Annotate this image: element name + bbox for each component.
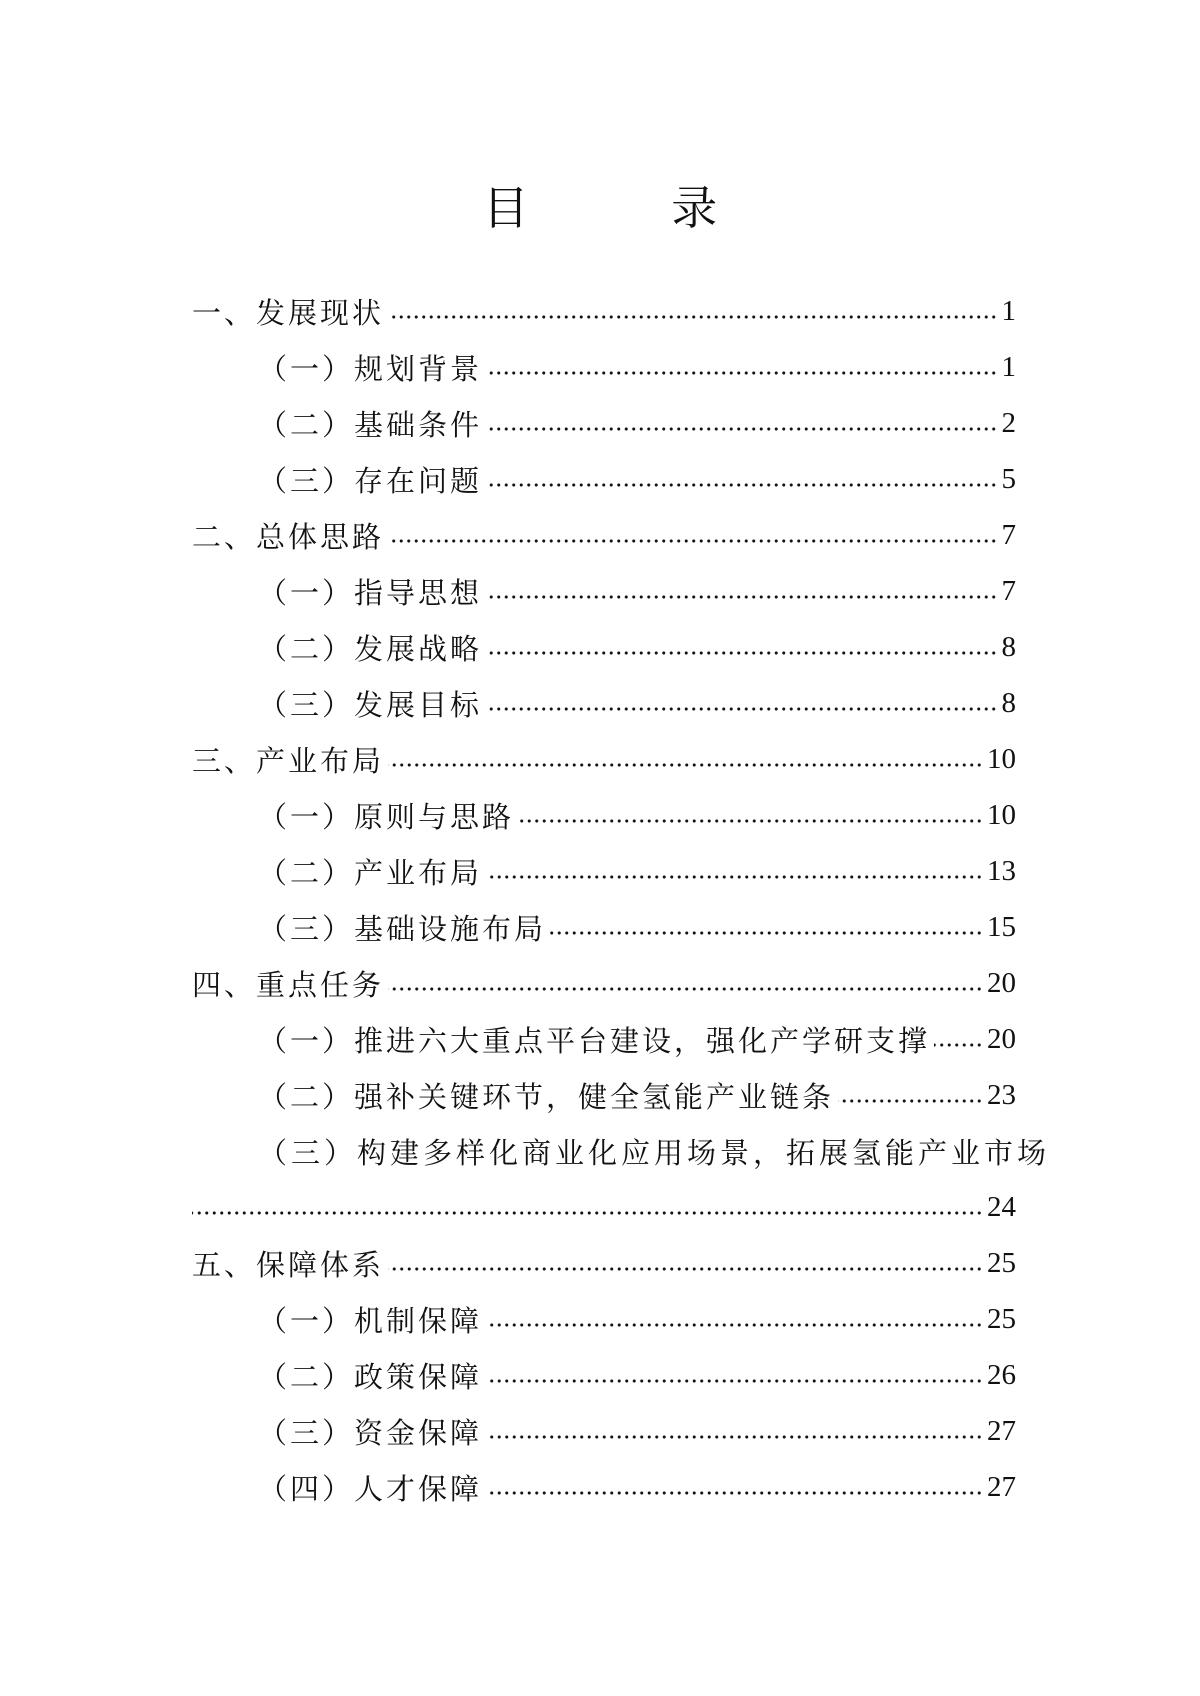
toc-page-number: 15: [987, 910, 1016, 943]
toc-entry-label: （二）强补关键环节，健全氢能产业链条: [258, 1079, 835, 1114]
dot-leader: [388, 314, 997, 320]
toc-entry-label: （三）构建多样化商业化应用场景，拓展氢能产业市场: [258, 1135, 1051, 1170]
dot-leader: [934, 1042, 983, 1048]
dot-leader: [486, 650, 997, 656]
toc-page-number: 25: [987, 1246, 1016, 1279]
toc-entry-label: 五、保障体系: [192, 1247, 385, 1282]
toc-entry-subsection[interactable]: [192, 1067, 1016, 1123]
toc-entry-subsection-continued[interactable]: [192, 1179, 1016, 1235]
toc-entry-label: （二）基础条件: [258, 407, 483, 442]
toc-entry-subsection[interactable]: [192, 1459, 1016, 1515]
dot-leader: [388, 762, 983, 768]
toc-entry-label: （四）人才保障: [258, 1471, 483, 1506]
toc-entry-label: （三）基础设施布局: [258, 911, 547, 946]
toc-page-number: 24: [987, 1190, 1016, 1223]
toc-page-number: 5: [1001, 462, 1016, 495]
toc-entry-subsection[interactable]: [192, 1123, 1051, 1179]
toc-page-number: 7: [1001, 574, 1016, 607]
toc-entry-label: （一）机制保障: [258, 1303, 483, 1338]
dot-leader: [486, 1490, 983, 1496]
dot-leader: [486, 482, 997, 488]
toc-page-number: 23: [987, 1078, 1016, 1111]
toc-entry-label: 一、发展现状: [192, 295, 385, 330]
dot-leader: [486, 1378, 983, 1384]
toc-page-number: 26: [987, 1358, 1016, 1391]
toc-entry-section-2[interactable]: [192, 507, 1016, 563]
toc-page-number: 2: [1001, 406, 1016, 439]
toc-entry-label: 三、产业布局: [192, 743, 385, 778]
toc-entry-label: （一）推进六大重点平台建设，强化产学研支撑: [258, 1023, 931, 1058]
dot-leader: [486, 1322, 983, 1328]
toc-entry-label: （二）政策保障: [258, 1359, 483, 1394]
toc-entry-section-5[interactable]: [192, 1235, 1016, 1291]
toc-page-number: 20: [987, 966, 1016, 999]
dot-leader: [486, 1434, 983, 1440]
toc-entry-label: （一）规划背景: [258, 351, 483, 386]
toc-entry-label: （三）发展目标: [258, 687, 483, 722]
toc-entry-section-1[interactable]: [192, 283, 1016, 339]
toc-entry-label: （三）资金保障: [258, 1415, 483, 1450]
dot-leader: [486, 874, 983, 880]
toc-page-number: 10: [987, 742, 1016, 775]
toc-page-number: 20: [987, 1022, 1016, 1055]
dot-leader: [550, 930, 983, 936]
dot-leader: [192, 1210, 983, 1216]
toc-entry-subsection[interactable]: [192, 899, 1016, 955]
dot-leader: [486, 370, 997, 376]
toc-entry-subsection[interactable]: [192, 1291, 1016, 1347]
toc-entry-subsection[interactable]: [192, 1347, 1016, 1403]
toc-page-number: 10: [987, 798, 1016, 831]
dot-leader: [388, 1266, 983, 1272]
toc-entry-subsection[interactable]: [192, 451, 1016, 507]
dot-leader: [388, 538, 997, 544]
toc-entry-subsection[interactable]: [192, 1011, 1016, 1067]
toc-entry-subsection[interactable]: [192, 563, 1016, 619]
toc-page-number: 1: [1001, 294, 1016, 327]
toc-entry-label: （二）产业布局: [258, 855, 483, 890]
dot-leader: [486, 426, 997, 432]
dot-leader: [486, 706, 997, 712]
toc-entry-label: （二）发展战略: [258, 631, 483, 666]
toc-page-number: 8: [1001, 686, 1016, 719]
page-title: 目 录: [482, 181, 782, 235]
toc-page-number: 1: [1001, 350, 1016, 383]
toc-page-number: 25: [987, 1302, 1016, 1335]
toc-entry-section-4[interactable]: [192, 955, 1016, 1011]
toc-entry-subsection[interactable]: [192, 395, 1016, 451]
dot-leader: [838, 1098, 983, 1104]
toc-page-number: 8: [1001, 630, 1016, 663]
toc-entry-subsection[interactable]: [192, 843, 1016, 899]
toc-page-number: 13: [987, 854, 1016, 887]
toc-entry-subsection[interactable]: [192, 619, 1016, 675]
toc-page-number: 27: [987, 1414, 1016, 1447]
toc-entry-subsection[interactable]: [192, 339, 1016, 395]
table-of-contents: [192, 283, 1051, 1515]
dot-leader: [486, 594, 997, 600]
dot-leader: [388, 986, 983, 992]
toc-entry-subsection[interactable]: [192, 675, 1016, 731]
toc-page-number: 7: [1001, 518, 1016, 551]
toc-entry-label: 四、重点任务: [192, 967, 385, 1002]
toc-page-number: 27: [987, 1470, 1016, 1503]
toc-entry-label: （一）指导思想: [258, 575, 483, 610]
dot-leader: [518, 818, 983, 824]
toc-entry-subsection[interactable]: [192, 1403, 1016, 1459]
toc-entry-section-3[interactable]: [192, 731, 1016, 787]
toc-entry-subsection[interactable]: [192, 787, 1016, 843]
toc-entry-label: （三）存在问题: [258, 463, 483, 498]
toc-entry-label: 二、总体思路: [192, 519, 385, 554]
toc-entry-label: （一）原则与思路: [258, 799, 515, 834]
